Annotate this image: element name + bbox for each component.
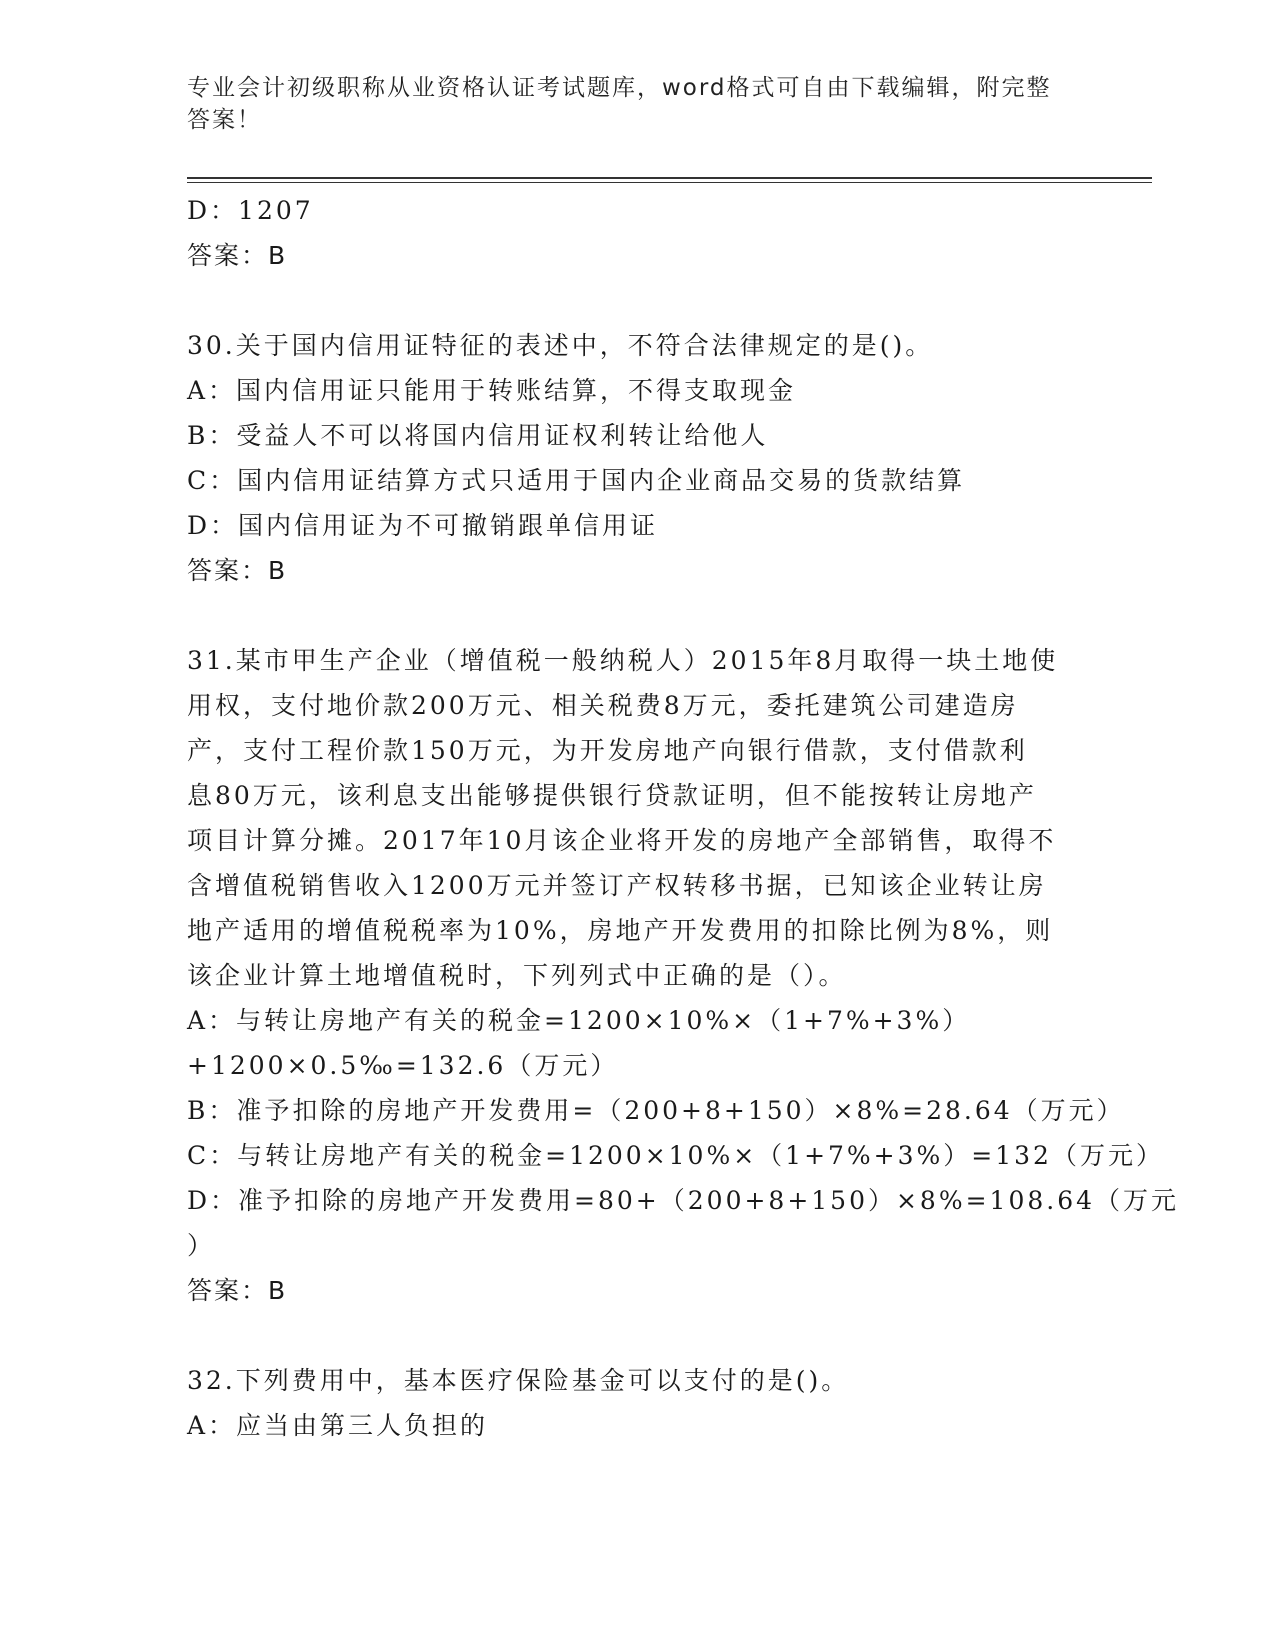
- spacer: [187, 278, 1087, 323]
- question-31-option-d-line: ）: [187, 1231, 216, 1260]
- question-30-option-d: D：国内信用证为不可撤销跟单信用证: [187, 511, 659, 540]
- prev-option-d: D：1207: [187, 196, 314, 225]
- question-30-answer: 答案：B: [187, 556, 288, 585]
- question-31-stem-line: 地产适用的增值税税率为10%，房地产开发费用的扣除比例为8%，则: [187, 916, 1054, 945]
- question-30: [187, 323, 1087, 593]
- question-32: [187, 1358, 1087, 1448]
- question-31-stem-line: 该企业计算土地增值税时，下列列式中正确的是（）。: [187, 961, 847, 990]
- question-31-stem-line: 项目计算分摊。2017年10月该企业将开发的房地产全部销售，取得不: [187, 826, 1057, 855]
- question-31-stem-line: 含增值税销售收入1200万元并签订产权转移书据，已知该企业转让房: [187, 871, 1047, 900]
- question-31-stem-line: 31.某市甲生产企业（增值税一般纳税人）2015年8月取得一块土地使: [187, 646, 1059, 675]
- question-31-stem-line: 息80万元，该利息支出能够提供银行贷款证明，但不能按转让房地产: [187, 781, 1037, 810]
- question-31-option-d-line: D：准予扣除的房地产开发费用=80+（200+8+150）×8%=108.64（万元: [187, 1186, 1180, 1215]
- question-32-option-a: A：应当由第三人负担的: [187, 1411, 489, 1440]
- question-30-option-a: A：国内信用证只能用于转账结算，不得支取现金: [187, 376, 797, 405]
- prev-answer: 答案：B: [187, 241, 288, 270]
- question-31-option-a-line: A：与转让房地产有关的税金=1200×10%×（1+7%+3%）: [187, 1006, 971, 1035]
- question-31-option-c: C：与转让房地产有关的税金=1200×10%×（1+7%+3%）=132（万元）: [187, 1141, 1164, 1170]
- question-30-option-c: C：国内信用证结算方式只适用于国内企业商品交易的货款结算: [187, 466, 966, 495]
- question-30-stem: 30.关于国内信用证特征的表述中，不符合法律规定的是()。: [187, 331, 934, 360]
- question-30-option-b: B：受益人不可以将国内信用证权利转让给他人: [187, 421, 769, 450]
- question-31-option-b: B：准予扣除的房地产开发费用=（200+8+150）×8%=28.64（万元）: [187, 1096, 1125, 1125]
- page-header: 专业会计初级职称从业资格认证考试题库，word格式可自由下载编辑，附完整答案！: [187, 75, 1052, 133]
- document-content: [187, 188, 1180, 1448]
- question-31-stem-line: 产，支付工程价款150万元，为开发房地产向银行借款，支付借款利: [187, 736, 1028, 765]
- header-rule-thin: [187, 182, 1152, 183]
- question-31-option-a-line: +1200×0.5‰=132.6（万元）: [187, 1051, 619, 1080]
- question-32-stem: 32.下列费用中，基本医疗保险基金可以支付的是()。: [187, 1366, 850, 1395]
- question-31-stem-line: 用权，支付地价款200万元、相关税费8万元，委托建筑公司建造房: [187, 691, 1019, 720]
- header-rule-thick: [187, 177, 1152, 179]
- question-31-answer: 答案：B: [187, 1276, 288, 1305]
- spacer: [187, 1313, 1087, 1358]
- spacer: [187, 593, 1087, 638]
- question-31: [187, 638, 1180, 1313]
